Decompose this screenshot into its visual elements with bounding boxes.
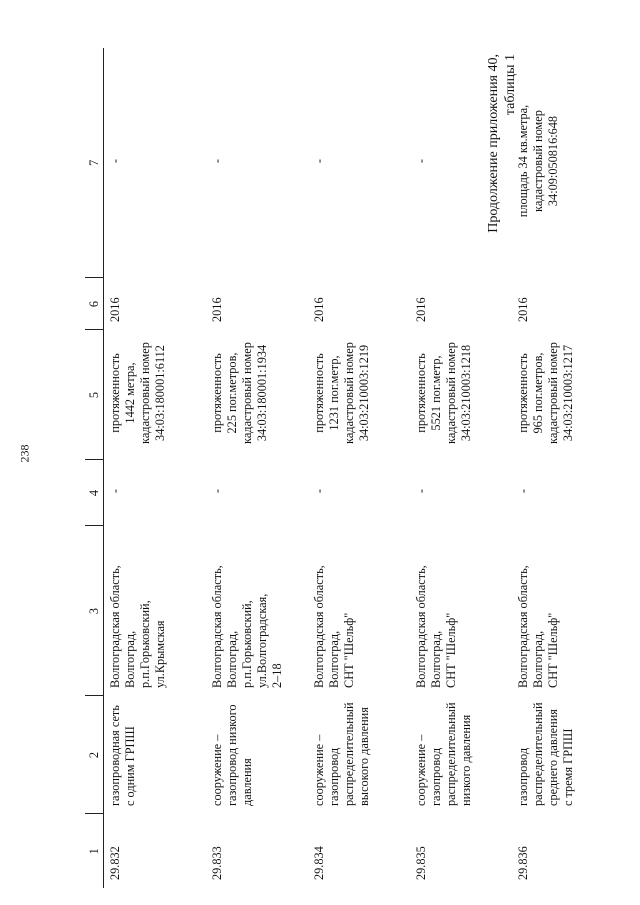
cell-description-line: протяженность [516,353,530,433]
col-header-4: 4 [85,460,104,526]
cell-address [308,526,410,696]
rotated-table-wrapper [85,48,625,888]
cell-col4: - [516,488,530,494]
cell-col4: - [414,488,428,494]
cell-number: 29.833 [210,846,224,880]
cell-col7-line: 34:09:050816:648 [546,115,560,207]
cell-description-line: 965 пог.метров, [531,352,545,434]
cell-year: 2016 [414,297,428,322]
cell-number: 29.834 [312,846,326,880]
cell-address-line: СНТ "Шельф" [444,612,458,688]
cell-col7 [206,48,308,278]
cell-col7 [308,48,410,278]
cell-description-line: 225 пог.метров, [225,352,239,434]
table-row [512,48,614,888]
cell-name-line: распределительный [444,702,458,806]
cell-name [308,696,410,814]
cell-description-line: кадастровый номер [138,342,152,444]
cell-col4: - [312,488,326,494]
col-header-3: 3 [85,526,104,696]
cell-year: 2016 [516,297,530,322]
cell-description [104,330,207,460]
cell-description [410,330,512,460]
cell-address-line: ул.Волгоградская, [255,593,269,688]
cell-address [512,526,614,696]
cell-name-line: высокого давления [357,707,371,806]
cell-address [104,526,207,696]
cell-col4: - [210,488,224,494]
cell-description-line: протяженность [312,353,326,433]
cell-address-line: р.п.Горьковский, [240,600,254,688]
cell-name [206,696,308,814]
cell-name-line: распределительный [531,702,545,806]
cell-description-line: кадастровый номер [240,342,254,444]
caption-line-2: таблицы 1 [503,54,518,116]
cell-number: 29.835 [414,846,428,880]
cell-address [410,526,512,696]
cell-col7-line: - [414,158,428,164]
cell-name-line: газопровод низкого [225,704,239,806]
cell-name-line: газопровод [327,747,341,806]
caption-line-1: Продолжение приложения 40, [486,54,501,233]
cell-col7 [410,48,512,278]
cell-description-line: 1442 метра, [123,362,137,424]
cell-address-line: 2–18 [270,663,284,688]
cell-number: 29.836 [516,846,530,880]
cell-description-line: 5521 пог.метр, [429,355,443,431]
cell-name-line: с тремя ГРПШ [561,728,575,806]
cell-name-line: газопроводная сеть [108,705,122,806]
table-row [104,48,207,888]
cell-name [104,696,207,814]
cell-year: 2016 [108,297,122,322]
cell-address-line: Волгоград, [123,630,137,688]
cell-description-line: 34:03:180001:6112 [153,345,167,441]
cell-name [512,696,614,814]
cell-description [512,330,614,460]
cell-description-line: 34:03:210003:1217 [561,344,575,442]
cell-description-line: протяженность [414,353,428,433]
cell-address-line: СНТ "Шельф" [546,612,560,688]
col-header-5: 5 [85,330,104,460]
col-header-7: 7 [85,48,104,278]
cell-name-line: с одним ГРПШ [123,726,137,806]
cell-description-line: 1231 пог.метр, [327,355,341,431]
cell-description [308,330,410,460]
cell-description-line: кадастровый номер [342,342,356,444]
cell-address-line: ул.Крымская [153,620,167,688]
cell-name-line: сооружение – [312,734,326,806]
cell-col7 [512,48,614,278]
cell-description-line: 34:03:180001:1934 [255,344,269,442]
cell-address-line: Волгоград, [531,630,545,688]
cell-name-line: сооружение – [210,734,224,806]
cell-description [206,330,308,460]
cell-description-line: протяженность [108,353,122,433]
cell-col7-line: кадастровый номер [531,110,545,212]
cell-name [410,696,512,814]
table-row [308,48,410,888]
cell-name-line: сооружение – [414,734,428,806]
cell-name-line: газопровод [429,747,443,806]
cell-address-line: Волгоград, [327,630,341,688]
cell-address-line: Волгоградская область, [108,565,122,688]
cell-description-line: кадастровый номер [444,342,458,444]
data-table [85,48,614,888]
table-row [410,48,512,888]
cell-description-line: кадастровый номер [546,342,560,444]
cell-name-line: давления [240,758,254,806]
cell-description-line: протяженность [210,353,224,433]
cell-address-line: Волгоградская область, [210,565,224,688]
col-header-2: 2 [85,696,104,814]
header-row [85,48,104,888]
cell-address-line: Волгоград, [225,630,239,688]
cell-name-line: газопровод [516,747,530,806]
page-number: 238 [17,444,32,463]
cell-name-line: низкого давления [459,714,473,806]
cell-address-line: р.п.Горьковский, [138,600,152,688]
cell-name-line: распределительный [342,702,356,806]
cell-col7-line: - [210,158,224,164]
col-header-6: 6 [85,278,104,330]
cell-address-line: СНТ "Шельф" [342,612,356,688]
cell-col7 [104,48,207,278]
cell-col4: - [108,488,122,494]
cell-description-line: 34:03:210003:1219 [357,344,371,442]
table-body [104,48,615,888]
cell-description-line: 34:03:210003:1218 [459,344,473,442]
cell-number: 29.832 [108,846,122,880]
cell-col7-line: площадь 34 кв.метра, [516,104,530,218]
cell-year: 2016 [312,297,326,322]
cell-address [206,526,308,696]
cell-year: 2016 [210,297,224,322]
table-row [206,48,308,888]
cell-name-line: среднего давления [546,709,560,806]
cell-address-line: Волгоград, [429,630,443,688]
col-header-1: 1 [85,814,104,888]
cell-address-line: Волгоградская область, [516,565,530,688]
cell-col7-line: - [108,158,122,164]
cell-address-line: Волгоградская область, [414,565,428,688]
cell-col7-line: - [312,158,326,164]
cell-address-line: Волгоградская область, [312,565,326,688]
